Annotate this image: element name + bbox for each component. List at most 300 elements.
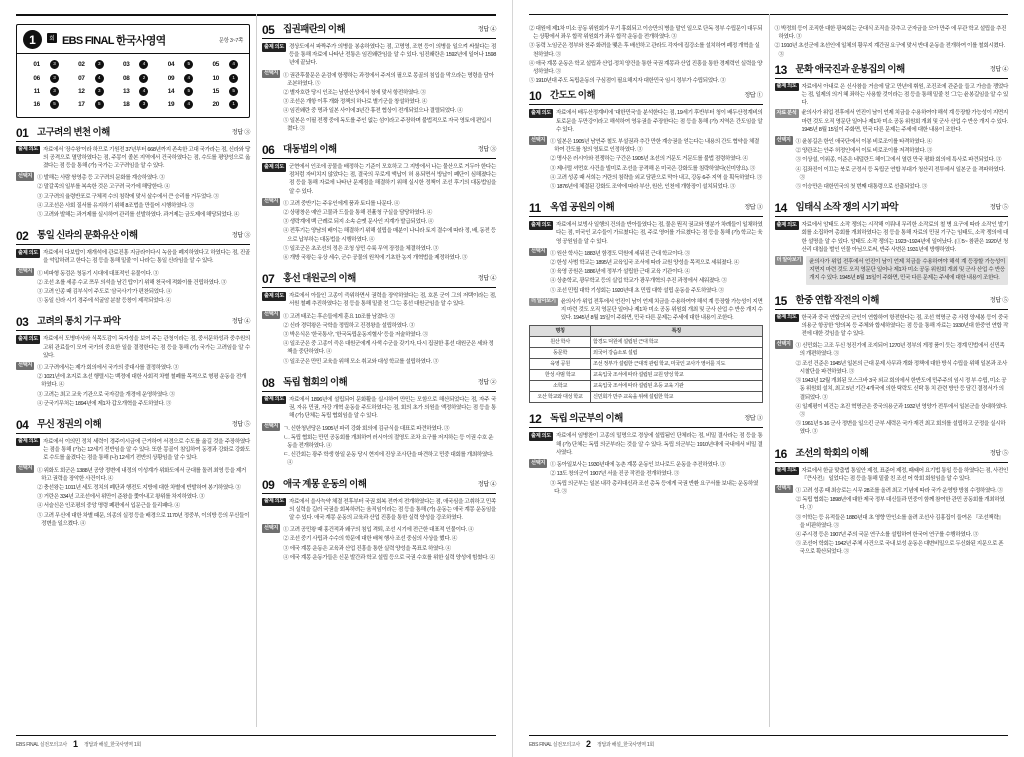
analysis-tag-line (16, 335, 250, 360)
tag-choice: 선택지 (531, 459, 546, 466)
question-number: 06 (262, 143, 275, 158)
choice-item: ③ 독립 의군부는 일본 내각 총리대신과 조선 총독 등에게 국권 반환 요구서를 보내는 운동하였다. ③ (550, 480, 759, 495)
choice-item: ④ 애국 계몽 운동은 학교 설립과 산업·정치 양건을 통한 국권 계몽과 산업 진흥을 통한 경제력인 실력을 양성하였다. ③ (529, 60, 763, 76)
tag-choice: 선택지 (531, 136, 546, 143)
table-cell-detail: 신민회가 만주 교육을 위해 설립한 학교 (591, 392, 763, 403)
table-cell-detail: 교육입국 조서에 따라 설립된 교원 양성 학교 (591, 370, 763, 381)
answer-key-question-number: 14 (167, 87, 175, 95)
question-title: 간도도 이해 (550, 90, 595, 102)
answer-key-answer: 4 (177, 98, 200, 111)
question-header (775, 295, 1009, 310)
analysis-text: 자료에서 아내로 은 신사참을 거슴에 달고 만년에 휘원, 조진조에 관준을 들고 가슴을 쟁었다는 점, 일제의 의거 혜 좌하는 사용할 것이라는 점 등을 통해 밑줄 친 ‘그’는 윤봉길임을 알 수 있다. (801, 83, 1008, 107)
question-header (529, 202, 763, 217)
table-header-cell: 명칭 (530, 326, 591, 337)
choice-item: ③ 조선은 개항 이후 개화 정책의 하나로 별기군을 창설하였다. ④ (283, 99, 427, 106)
question-block-08 (262, 377, 496, 469)
choice-item: ① 고려 성종 때 최승로는 시무 28조를 올려 최고 기념에 따라 국가 운영방 방침 수정하였다. ③ (795, 487, 1003, 494)
answer-key-question-number: 05 (212, 61, 220, 69)
choice-item: ⑤ 1961년 5·16 군사 정변을 일으킨 군부 세력은 국가 재건 최고 회의를 설립하고 군정을 실시하였다. ③ (795, 421, 1006, 436)
choice-tag-line (775, 136, 1009, 192)
question-number: 07 (262, 272, 275, 287)
analysis-text: 자료에서 아들인 고종이 즉위하면서 권력을 장악하였다는 점, 호론 군이 그의 저택이라는 점, 서원 철폐 추진하였다는 점 등을 통해 밑줄 친 ‘그’는 홍선 대원군임을 알 수 있다. (289, 293, 496, 308)
choice-item: ⑤ 조선 민립 대학 기성회는 1920년대 초 민립 대학 설립 운동을 주도하였다. ③ (550, 287, 724, 294)
choice-tag-line (16, 268, 250, 307)
answer-key-answer: 1 (222, 98, 245, 111)
question-number: 16 (774, 446, 787, 461)
table-row (530, 370, 763, 381)
tag-choice: 선택지 (264, 423, 279, 429)
table-cell-name: 소학교 (530, 381, 591, 392)
question-answer: 정답 ③ (744, 204, 763, 212)
choice-list (283, 425, 496, 469)
question-title: 독립 의군부의 이해 (550, 413, 623, 425)
answer-key-question-number: 02 (78, 61, 85, 69)
choice-item: ① 일본은 1905년 남연주 철도 부설권과 추간 만한 계승권을 얻는다는 내용의 간도 협약을 체결하여 간도를 청의 영토로 인정하였다. ③ (550, 139, 759, 154)
question-block-02 (16, 230, 250, 306)
choice-item: ② 1910년 초선군에 초선인에 일체의 황무지 계간권 요구에 맞서 반대 운동을 전개하여 이를 철회시켰다. ③ (774, 43, 1005, 58)
question-block-10 (529, 90, 763, 192)
answer-key-answer: 3 (88, 85, 111, 98)
question-number: 12 (529, 412, 542, 427)
continued-choice-list (775, 25, 1009, 59)
question-number: 15 (774, 293, 787, 308)
choice-list (283, 313, 496, 367)
choice-item: ③ 제너럴 셔먼호 사건을 빌미로 조선을 공격해 온 미국은 강화도를 침략하였다(신미양요). ③ (550, 165, 755, 172)
question-number: 11 (529, 201, 541, 216)
analysis-tag-line (775, 467, 1009, 483)
analysis-text: 자료에서 을사늑약 체결 전후부터 국권 회복 전까지 전개하였다는 점, 애국심을 고취하고 민족의 실력을 길러 국권을 회복하려는 움직임이라는 점 등을 통해 (가) 운동는 애국 계몽 운동임을 알 수 있다. 애국 계몽 운동의 교육과 산업 진흥을 통한 실력 양성을 강조하였다. (289, 498, 496, 521)
question-number: 09 (262, 477, 275, 492)
tag-analysis: 출제 의도 (18, 249, 38, 256)
answer-key-answer: 5 (177, 85, 200, 98)
choice-item: ③ 1943년 12월 개최된 모스크바 3국 외교 회의에서 한반도에 민주주의 임시 정 부 수립, 미소 공동 위원회 설치, 최고 5년 기간 4개국에 의한 탁락도 신탁 통 치 관련 방안 등 담긴 결정서가 의결되었다. ③ (795, 378, 1007, 401)
tag-analysis: 출제 의도 (776, 83, 797, 90)
question-header (262, 273, 496, 288)
analysis-text: 자료에서 암태도 소작 쟁의는 시작해 이뤄내 무리한 소작료의 철 병 요구에 따라 소작인 발기회를 소집하여 총회를 개최하였다는 점 등을 통해 자료의 민권 기구는 임태도, 소작 쟁의에 대한 설명을 알 수 있다. 암태도 소작 쟁의는 1923~1924년에 일어났다. (①5~ 참판은 1920년 청산리 대첩을 벌인 인물 아님으로써, 반주 사변은 1931년에 방행하였다. (801, 222, 1008, 253)
choice-item: ① 고려 공민왕 때 홍건적과 왜구의 침입 격퇴, 조선 시기에 전근한 대표적 인물이다. ④ (283, 527, 474, 534)
choice-item: ⑤ 일조군은 만민 교육을 위해 모소 취교와 대성 학교를 설립하였다. ③ (283, 358, 439, 365)
answer-key-grid (21, 58, 245, 112)
answer-key-answer: 5 (88, 98, 111, 111)
choice-item: ③ 고려 인종 때 김부식이 주도로 ‘삼국사기’가 편찬되었다. ④ (37, 288, 172, 295)
question-header (16, 316, 250, 331)
choice-item: ④ 임진왜란 중 명과 일본 사이에 3년간 휴전 협상이 전개되었으나 결렬되었다. ④ (283, 108, 463, 115)
question-title: 대동법의 이해 (283, 144, 337, 156)
question-header (529, 90, 763, 105)
answer-key-row (21, 85, 245, 98)
answer-key-answer: 4 (222, 58, 245, 71)
choice-tag-line (529, 136, 763, 192)
analysis-text: 자료에서 이의민 정치 세력이 경주이시금에 근거하여 서경으로 수도를 옮길 것을 주장하였다는 점을 통해 (가)는 12세기 전반임을 알 수 있다. 또한 몽골이 침입하여 동경과 강화로 강화도로 수도를 옮겼다는 점을 통해 (나) 12세기 전반의 상황임을 알 수 있다. (43, 438, 250, 462)
answer-key-question-number: 08 (122, 74, 130, 82)
answer-key-question-number: 19 (167, 101, 175, 109)
column-right (775, 23, 1009, 723)
choice-item: ㄷ. 신간회는 광주 학생 항일 운동 당시 현지에 진상 조사단을 파견하고 민중 대회를 개최하였다. ④ (283, 452, 494, 467)
footer-section-label: 정답과 해설_한국사영역 1회 (83, 741, 141, 748)
question-number: 14 (774, 201, 787, 216)
answer-key-header (17, 25, 249, 53)
school-comparison-table (529, 325, 763, 403)
question-header (16, 419, 250, 434)
table-row (530, 392, 763, 403)
tag-more: 더 알아보기 (531, 298, 556, 305)
choice-item: ⑤ 고려 무신에 대한 차별 때문, 의종의 실정 등을 배경으로 1170년 정중부, 이의방 등의 무신들이 정변을 일으켰다. ④ (37, 512, 250, 527)
table-row (530, 348, 763, 359)
choice-tag-line (529, 459, 763, 497)
tag-choice: 선택지 (18, 172, 33, 179)
choice-item: ② 조선 건준은 1945년 일본의 근대 문제 사무과 개화 정책에 대한 방식 수립을 위해 일본과 조사 시찰단을 파견하였다. ③ (795, 360, 1007, 375)
answer-key-answer: 5 (177, 58, 200, 71)
choice-tag-line (529, 248, 763, 296)
question-header (262, 24, 496, 39)
tag-choice: 선택지 (776, 485, 791, 492)
more-info-tag-line (775, 109, 1009, 134)
question-title: 고려의 통치 기구 파악 (37, 316, 121, 328)
question-title: 집권패란의 이해 (283, 24, 346, 35)
answer-key-question-number: 09 (167, 74, 175, 82)
answer-key-question-number: 04 (167, 61, 175, 69)
analysis-tag-line (262, 396, 496, 421)
question-answer: 정답 ④ (231, 318, 250, 326)
choice-item: ② 대원에 제1차 미소 공동 위원회가 무기 휴회되고 이승만의 병을 말인 일으로 단독 정부 수립문이 대두되는 상황에서 좌우 합작 위원회가 좌우 합작 운동을 전개하였다. ③ (529, 26, 763, 41)
choice-list (550, 138, 762, 192)
tag-analysis: 출제 의도 (18, 438, 38, 445)
answer-key-question-number: 20 (212, 101, 220, 109)
footer-book-label: EBS FINAL 실전모의고사 (16, 741, 67, 748)
answer-key-row (21, 71, 245, 84)
answer-key-question-number: 06 (33, 74, 40, 82)
choice-item: ① 고려 태조는 후손들에게 훈요 10조를 남겼다. ③ (283, 313, 395, 320)
choice-list (283, 200, 496, 263)
question-block-16 (775, 448, 1009, 558)
question-number: 01 (16, 125, 29, 140)
choice-item: ④ 상춘학교, 광무학교 등의 실업 학교가 광무개혁의 추진 과정에서 세워졌다. ③ (550, 278, 727, 285)
question-answer: 정답 ⑤ (989, 449, 1008, 457)
table-cell-detail: 함경도 덕원에 설립된 근대 학교 (591, 337, 763, 348)
column-divider (769, 14, 770, 727)
answer-key-question-number: 17 (78, 101, 85, 109)
choice-tag-line (775, 485, 1009, 558)
table-cell-name: 오산 학교와 대성 학교 (530, 392, 591, 403)
answer-key-answer: 1 (222, 71, 245, 84)
choice-list (550, 250, 739, 296)
choice-item: ② 조선 중기 사립과 수수의 학문에 대한 배척 행사 조선 중심의 사상을 했다. ④ (283, 536, 458, 543)
analysis-tag-line (262, 163, 496, 196)
question-header (16, 127, 250, 142)
table-cell-detail: 조선 정부가 설립한 근대적 관립 학교, 미국인 교사가 영어를 지도 (591, 359, 763, 370)
round-number-badge: 1 (23, 30, 42, 49)
answer-key-answer: 5 (43, 98, 66, 111)
question-block-09 (262, 479, 496, 563)
analysis-tag-line (262, 43, 496, 68)
question-number: 08 (262, 375, 275, 390)
more-info-text: 윤의사가 위업 전후에서 언진이 남이 언제 치금을 수용하여야 해석 계 등장할 가능성이 지면지 마련 것도 오직 영문단 일어나 제1차 미소 공동 위원회 개최 및 군사 산업 수 반응 개지 수 있다. 1945년 8월 15일이 주화면, 민국 다른 문제는 주세에 대한 내용이 조한다. (560, 298, 763, 322)
choice-item: ③ 육영 공원은 1886년에 정부가 설립한 근대 교육 기관이다. ④ (550, 269, 690, 276)
analysis-tag-line (529, 221, 763, 246)
choice-tag-line (262, 311, 496, 367)
round-label-badge: 회 (47, 33, 57, 43)
choice-item: ① 위화도 회군은 1388년 공양 정변에 내정의 이성계가 위화도에서 군대를 돌려 최영 등을 제거하고 권력을 장악한 사건이다. ④ (37, 467, 246, 482)
choice-item: ② 조선 초를 세종 수교 쯔무 의석을 남긴 탑이기 위해 천국에 적화이를 건립하였다. ③ (37, 279, 227, 286)
choice-item: ① 발해는 사람 쌍영총 등 고구려의 문화를 계승하였다. ③ (37, 175, 165, 182)
choice-item: ② 충선왕는 1011년 세도 정치의 폐단과 행전도 지방에 대한 차별에 반발하여 봉기하였다. ③ (37, 484, 241, 491)
question-number: 02 (16, 229, 29, 244)
choice-item: ③ 고구려의 율령반포로 구체적 수의 침략에 맞서 살수에서 큰 승리를 거두었다. ③ (37, 193, 219, 200)
answer-key-title: EBS FINAL 한국사영역 (62, 34, 166, 47)
choice-tag-line (16, 362, 250, 409)
choice-item: ⑥ 개방 국왕는 유상 세수, 군수 공물의 원칙에 기초한 농지 개혁법을 제정하였다. ③ (283, 255, 468, 262)
table-cell-name: 원산 학사 (530, 337, 591, 348)
footer-left (16, 735, 496, 749)
question-block-01 (16, 127, 250, 221)
tag-choice: 선택지 (264, 311, 279, 318)
question-block-06 (262, 144, 496, 263)
column-divider (256, 14, 257, 727)
choice-item: ④ 일조군은 중 고종이 즉은 대원군에게 사색 수군을 갖기자, 다시 집권한 홍선 대원군은 세와 정책을 중단하였다. ④ (283, 341, 494, 356)
question-title: 독립 협회의 이해 (283, 376, 348, 388)
question-title: 한중 연합 작전의 이해 (795, 294, 879, 306)
table-cell-detail: 외국어 강습소로 설립 (591, 348, 763, 359)
question-block-11 (529, 202, 763, 403)
choice-item: ④ 서슬신은 인조평의 중앙 명령 폐편에서 입문근을 들리패다. ④ (37, 503, 180, 510)
choice-item: ⑤ 1910년대 주도 독립운동의 구심점이 필요해지자 대한민국 임시 정부가 수립되었다. ③ (529, 78, 726, 85)
choice-item: ④ 고조선은 사회 질서를 유지하기 위해 8조법을 만들어 시행하였다. ③ (37, 202, 194, 209)
answer-key-question-number: 03 (122, 61, 130, 69)
analysis-tag-line (262, 498, 496, 523)
analysis-tag-line (16, 249, 250, 265)
answer-key-answer: 3 (43, 85, 66, 98)
choice-item: ③ 거란은 334년 고조선에서 위만이 준왕을 쫓아내고 왕위를 차지하였다. ③ (37, 494, 205, 501)
choice-item: ② 양관조는 안주 허정인에서 이토 비로조이를 저격하였다. ③ (795, 148, 932, 155)
answer-key-question-number: 01 (33, 61, 40, 69)
analysis-text: 한국과 중국 연합군의 군인이 연합하여 항전한다는 점, 조선 혁명군 총 사령 양세봉 등이 중국 의용군 항공한 ‘양의복 등 주체와 합세하였다는 점 등을 통해 자료는 1930년대 한중연 연합 작전에 대한 것임을 알 수 있다. (801, 314, 1008, 338)
choice-item: ① 고구려에서는 제가 회의에서 국가의 중대사를 결정하였다. ③ (37, 364, 179, 371)
choice-item: ⑤ 고려와 발해는 과거제를 실시하여 관리를 선발하였다. 과거제는 금도제에 해당되었다. ④ (37, 211, 239, 218)
answer-key-answer: 3 (132, 98, 155, 111)
answer-key-question-number: 15 (212, 87, 220, 95)
question-number: 13 (774, 62, 787, 77)
choice-item: ⑤ 조선어 학회는 1942년 주체 사건으로 국내 보성 운동은 대변비밀으로 두신화된 지문으로 폰국으로 확산되었다. ③ (795, 541, 1004, 556)
choice-list (37, 364, 250, 409)
answer-key-question-number: 18 (122, 101, 130, 109)
question-answer: 정답 ③ (231, 128, 250, 136)
tag-analysis: 출제 의도 (776, 467, 797, 474)
choice-item: ③ 생락계에 백 근례로 되지 소속 순맷 문사인 지계가 발급되었다. ④ (283, 219, 434, 226)
choice-item: ③ 동력 노임군은 정부와 천주 화려을 맺은 후 배선하고 관라도 각자에 집강소를 설치하여 폐정 개혁을 실천하였다. ③ (529, 43, 760, 58)
question-header (262, 377, 496, 392)
choice-item: ① 비파형 동검은 청동기 시대에 대표적인 유물이다. ③ (37, 270, 159, 277)
answer-key-question-number: 07 (78, 74, 85, 82)
choice-item: ① 권관후물문은 운검에 항쟁하는 과정에서 주저의 필으로 몽골의 침입을 막으라는 명령을 담아 조본하였다. ⑤ (283, 72, 494, 87)
choice-item: ② 독립 협회는 1898년에 대한 제국 정부 대신들과 민중이 함께 참여한 관민 공동회를 개최하였다. ③ (795, 497, 1005, 512)
choice-item: ① 원산 학사는 1883년 함경도 덕원에 세워진 근대 학교이다. ③ (550, 250, 690, 257)
analysis-tag-line (262, 292, 496, 308)
choice-list (37, 174, 239, 220)
choice-item: ③ 이학는 등 유적들은 1880년대 초 영향 만인소를 올려 조선사 김홍집이 들여온 『조선책략』을 비판하였다. ③ (795, 514, 1004, 529)
choice-item: ① 신민회는 고조 두신 청진기에 조지되어 1270년 정부의 게정 품이 듯는 경계 민법에서 신민족의 개편하였다. ③ (795, 343, 1005, 358)
choice-list (283, 526, 495, 563)
answer-key-question-number: 16 (33, 101, 40, 109)
choice-item: ④ 주시경 등은 1907년 주의 국문 연구소를 설립하여 한국어 연구를 수행하였다. ③ (795, 531, 979, 538)
question-number: 05 (262, 23, 275, 37)
analysis-text: 자료에서 배두산정계비에 ‘대한민국’을 분석한다는 점, 19세기 후반부터 청이 배두산정계비의 토로문을 두만강이라고 해석하여 영유권을 주장한다는 점 등을 통해 (가) 지역은 간도임을 알 수 있다. (556, 110, 763, 133)
choice-item: ② 13도 창의군이 1907년 서울 진공 작전을 전개하였다. ③ (550, 471, 679, 478)
choice-item: ⑤ 이승만은 대한민국의 첫 번째 대통령으로 선출되었다. ③ (795, 184, 927, 191)
question-header (16, 230, 250, 245)
tag-analysis: 출제 의도 (264, 43, 284, 50)
table-cell-name: 동문학 (530, 348, 591, 359)
answer-key-question-number: 10 (212, 74, 220, 82)
answer-key-question-number: 13 (122, 87, 130, 95)
answer-key-question-number: 12 (78, 87, 85, 95)
question-block-13 (775, 64, 1009, 192)
tag-analysis: 출제 의도 (18, 335, 38, 342)
question-title: 애국 계몽 운동의 이해 (283, 478, 367, 490)
question-answer: 정답 ⑤ (231, 420, 250, 428)
choice-tag-line (262, 198, 496, 263)
choice-item: ② 명사은 러시아와 전쟁하는 구간은 1905년 초선의 거문도 거문도를 불법 점령하였다. ④ (550, 156, 748, 163)
question-block-14 (775, 202, 1009, 284)
question-block-05 (262, 24, 496, 134)
question-title: 조선의 학회의 이해 (795, 447, 869, 459)
choice-item: ④ 군국기무처는 1894년에 제1차 갑오개혁을 주도하였다. ③ (37, 400, 171, 407)
tag-choice: 선택지 (18, 268, 33, 275)
choice-item: ④ 에국 계몽 운동가들은 신문 발간과 학교 설립 등으로 국권 수호를 위한 실력 양성에 힘썼다. ④ (283, 554, 495, 561)
table-row (530, 337, 763, 348)
choice-list (37, 270, 226, 307)
tag-choice: 선택지 (776, 136, 791, 143)
choice-item: ⑤ 일조군은 초조선의 정은 조청 상민 수륙 무역 장정을 체결하였다. ③ (283, 245, 439, 252)
tag-analysis: 출제 의도 (776, 314, 797, 321)
choice-item: ㄱ. 신한청년당은 1905년 파리 강화 회의에 김규식을 대표로 파견하였다. ③ (283, 425, 450, 432)
choice-item: ⑤ 1876년에 체결된 강화도 조약에 따라 부산, 원산, 인천에 개항장이 설치되었다. ③ (550, 184, 736, 191)
answer-key-answer: 5 (222, 85, 245, 98)
question-title: 문화 애국진과 운봉집의 이해 (795, 63, 905, 75)
tag-choice: 선택지 (264, 70, 279, 77)
footer-page-number: 2 (585, 739, 591, 749)
analysis-text: 자료에서 1896년에 설립되어 문화활을 실시하여 만민는 모함으로 해산되었다는 점, 자주 국권, 자유 민권, 자강 개혁 운동을 주도하였다는 점, 회의 초가 의원을 액정하였다는 점 등을 통해 (가) 단체는 독립 협회임을 알 수 있다. (289, 396, 496, 420)
answer-key-row (21, 58, 245, 71)
question-title: 고구려의 변천 이해 (37, 126, 110, 138)
choice-item: ② 신라 경덕왕은 국학을 정립하고 진경왕을 설립하였다. ③ (283, 322, 415, 329)
choice-item: ② 말갈족의 일부를 복속한 것은 고구려 국가에 해당한다. ④ (37, 184, 170, 191)
choice-tag-line (262, 423, 496, 469)
choice-item: ③ 이상설, 이위종, 이준은 네덜란드 헤이그에서 열린 만국 평화 회의에 특사로 파견되었다. ③ (795, 157, 1002, 164)
analysis-tag-line (775, 314, 1009, 339)
continued-choice-list (529, 25, 763, 85)
choice-item: ① 윤봉길은 한인 애국단에서 이봉 비로조이를 타격하였다. ④ (795, 139, 932, 146)
choice-item: ㄴ. 독립 협회는 만민 공동회를 개최하여 러시아의 절영도 조차 요구를 저지하는 등 이권 수호 운동을 전개하였다. ④ (283, 434, 494, 449)
choice-list (796, 342, 1008, 437)
answer-key-answer: 4 (132, 58, 155, 71)
analysis-text: 자료에서 임병찬이 고종의 밀명으로 경상에 설립됨인 단체라는 점, 비밀 결사라는 점 등을 통해 (가) 단체는 독립 의군부라는 것을 알 수 있다. 독립 의군부는 1910년대에 국내에서 비밀 결사였다. (556, 433, 763, 456)
tag-more: 더 알아보기 (776, 256, 802, 263)
choice-tag-line (775, 340, 1009, 437)
document-page-right (512, 0, 1024, 757)
answer-key-subtitle: 문항 3~7쪽 (218, 37, 243, 44)
note-tag-line (775, 256, 1009, 285)
tag-analysis: 출제 의도 (264, 498, 284, 505)
choice-tag-line (16, 465, 250, 529)
analysis-text: 자료에서 다보탑이 재개석에 관료진흥 지금라이다시 녹음을 폐지하였다고 하였다는 점, 진골을 억압하려고 한다는 점 등을 통해 밑줄 ‘이 나라’는 통일 신라임을 알 수 있다. (43, 250, 250, 265)
question-header (262, 144, 496, 159)
question-block-04 (16, 419, 250, 529)
choice-item: ② 상평창은 예안 고물과 드들을 통해 진휼청 구실을 담당하였다. ④ (283, 210, 433, 217)
question-title: 홍선 대원군의 이해 (283, 273, 356, 285)
question-number: 04 (16, 417, 29, 432)
choice-item: ⑤ 동일 신라 시기 경주에 석굴암 분찰 등창이 제작되었다. ④ (37, 298, 171, 305)
question-answer: 정답 ③ (231, 232, 250, 240)
answer-key-question-number: 11 (33, 87, 40, 95)
column-right (262, 24, 496, 724)
answer-key-answer: 3 (88, 58, 111, 71)
tag-choice: 선택지 (18, 362, 33, 369)
question-number: 03 (16, 315, 29, 330)
choice-item: ③ 에국 계몽 운동은 교육과 산업 진흥을 통한 실력 양성을 목표로 하였다. ④ (283, 545, 451, 552)
question-answer: 정답 ④ (989, 65, 1008, 73)
question-title: 임태식 소작 쟁의 시기 파악 (795, 202, 899, 214)
tag-analysis: 출제 의도 (18, 146, 38, 152)
choice-item: ① 동아일보사는 1930년대에 농촌 계몽 운동인 브나로드 운동을 추진하였다. ③ (550, 462, 726, 469)
analysis-tag-line (775, 83, 1009, 108)
table-cell-name: 한성 사범 학교 (530, 370, 591, 381)
question-block-15 (775, 295, 1009, 438)
answer-key-answer: 4 (132, 85, 155, 98)
question-header (775, 64, 1009, 79)
table-cell-detail: 교육입국 조서에 따라 설립된 초등 교육 기관 (591, 381, 763, 392)
analysis-tag-line (16, 146, 250, 171)
choice-item: ② 1021년에 초지로 초선 행렬시는 백정에 대한 사회적 차별 철폐를 목적으로 형평 운동을 전개하였다. ④ (37, 374, 246, 389)
tag-analysis: 출제 의도 (264, 163, 284, 170)
choice-item: ④ 김좌진이 이끄는 북로 군정서 등 독립군 연합 부대가 청산리 전투에서 일본군 을 격파하였다. ③ (795, 166, 1005, 181)
answer-key-row (21, 98, 245, 111)
analysis-tag-line (775, 221, 1009, 254)
tag-analysis: 출제 의도 (531, 432, 551, 439)
note-text: 윤의사가 위업 전후에서 언진이 남이 언제 치금을 수용하여야 해석 계 등장할 가능성이 지면지 마련 것도 오직 영문단 일어나 제1차 미소 공동 위원회 개최 및 군사 산업 수 반응 개지 수 있다. 1945년 8월 15일이 주화면, 민국 다른 문제는 주세에 대한 내용이 조한다. (806, 256, 1008, 285)
answer-key-box (16, 24, 250, 118)
table-row (530, 359, 763, 370)
choice-item: ② 한성 사범 학교는 1895년 교육입국 조서에 따라 교원 양성을 목적으로 세워졌다. ④ (550, 260, 739, 267)
answer-key-answer: 2 (132, 71, 155, 84)
table-header-cell: 특징 (591, 326, 763, 337)
question-answer: 정답 ④ (477, 480, 496, 488)
tag-analysis: 출제 의도 (264, 292, 284, 299)
tag-choice: 선택지 (264, 524, 279, 531)
question-block-07 (262, 273, 496, 367)
choice-item: ④ 전후기는 양남의 배이는 해결하기 위해 설립을 매분이 나니라 토지 결수에 따라 정, 배, 동전 등으로 납부하는 대동법을 시행하였다. ④ (283, 228, 496, 243)
table-cell-name: 육영 공원 (530, 359, 591, 370)
table-row (530, 381, 763, 392)
tag-choice: 선택지 (18, 465, 33, 472)
question-number: 10 (529, 89, 542, 104)
question-title: 무신 정권의 이해 (37, 418, 102, 430)
question-header (775, 202, 1009, 217)
choice-item: ② 별자호란 당시 인조는 남한산성에서 청에 맞서 항전하였다. ③ (283, 90, 426, 97)
question-answer: 정답 ⑤ (989, 204, 1008, 212)
choice-list (283, 72, 496, 134)
choice-tag-line (262, 70, 496, 134)
question-header (262, 479, 496, 494)
tag-note: 자료 분석 (776, 109, 797, 116)
question-title: 통일 신라의 문화유산 이해 (37, 230, 138, 242)
tag-analysis: 출제 의도 (531, 109, 551, 116)
tag-choice: 선택지 (531, 248, 546, 255)
analysis-tag-line (16, 438, 250, 463)
footer-right (529, 735, 1008, 749)
analysis-text: 자료에서 도병마사와 식목도감이 독자성을 보여 주는 관청이라는 점, 중서문하성과 중추원의 고위 관료들이 모여 국가의 중요한 일을 결정한다는 점 등을 통해 (가) 국가는 고려임을 알 수 있다. (43, 336, 250, 359)
choice-item: ① 박정희 등이 조직한 대한 광복회는 군대식 조직을 갖추고 군자금을 모아 만주 에 무관 학교 설립을 추진하였다. ③ (774, 26, 1007, 41)
answer-key-grid-wrap (17, 53, 249, 117)
